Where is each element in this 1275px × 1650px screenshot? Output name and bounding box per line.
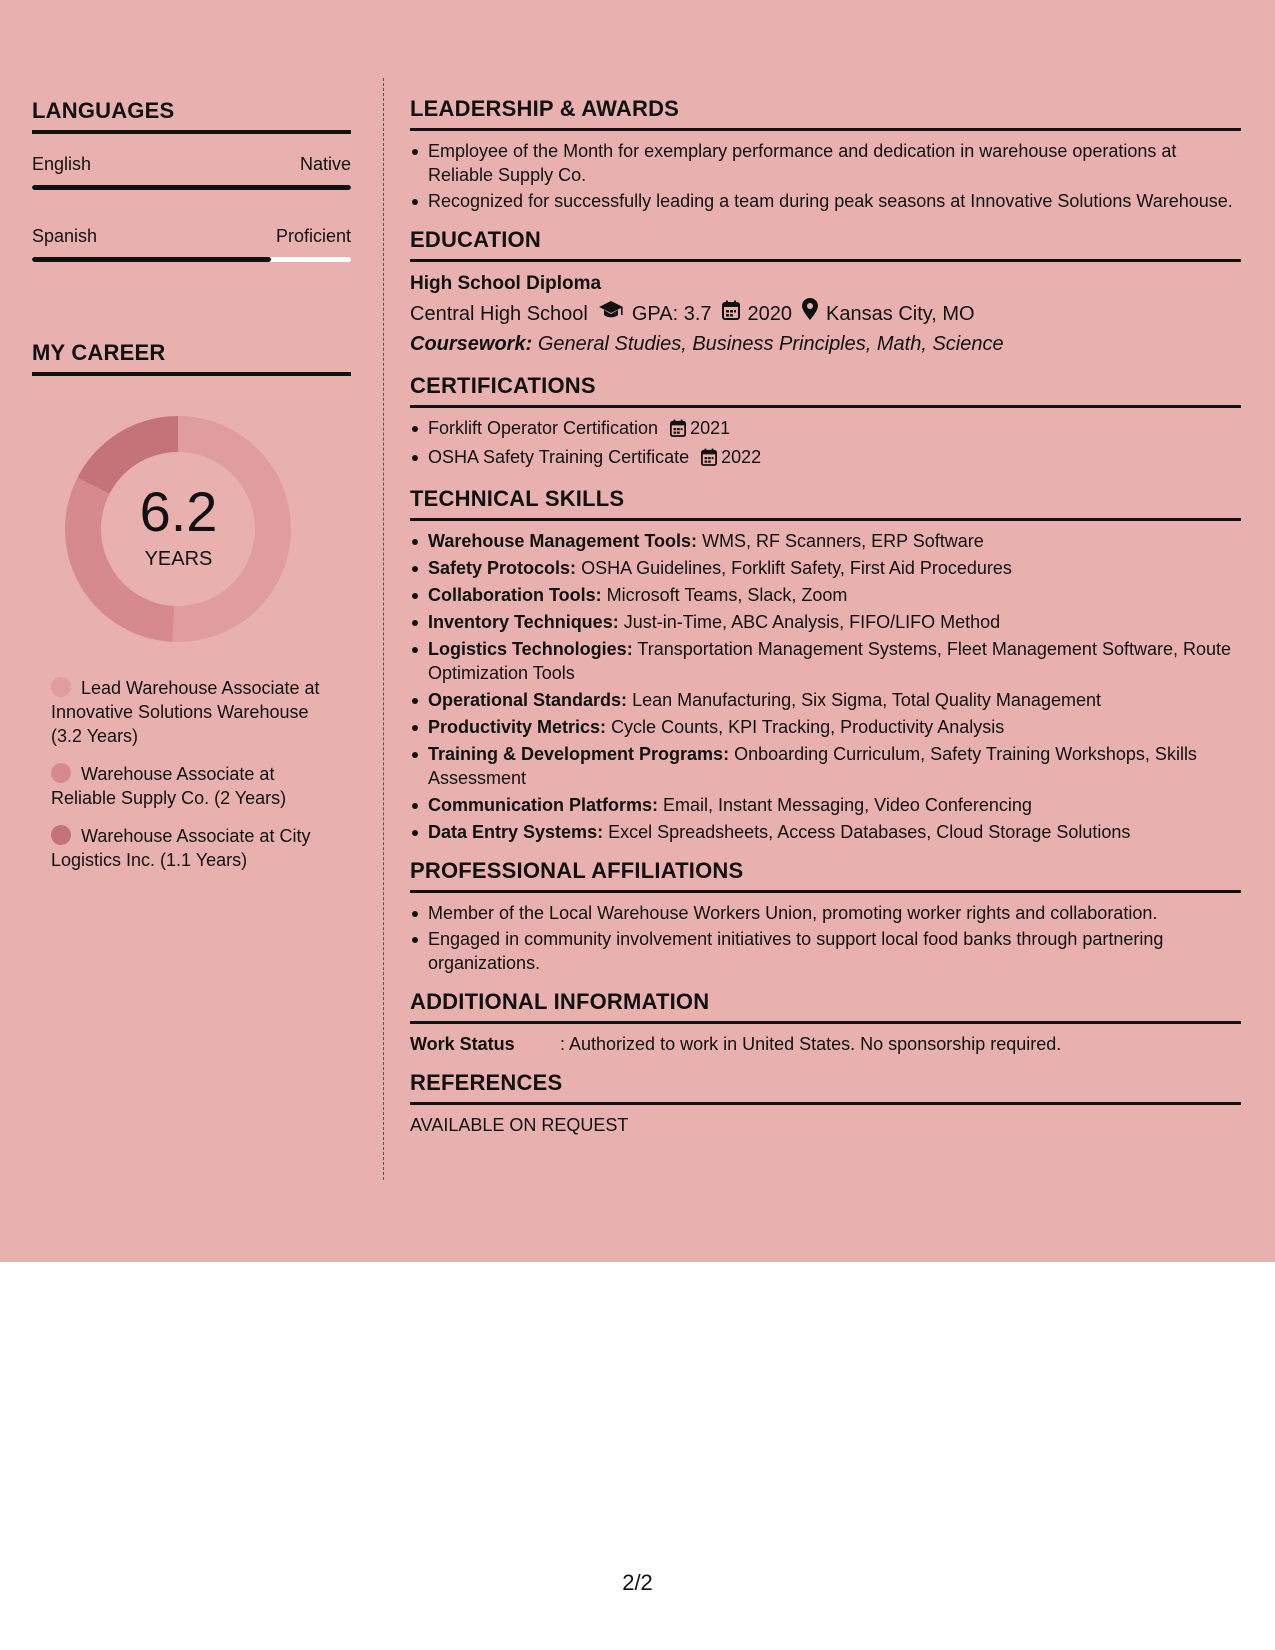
- column-divider: [383, 78, 384, 1180]
- list-item: [410, 556, 1241, 580]
- list-item: [410, 583, 1241, 607]
- work-status-label: Work Status: [410, 1034, 515, 1054]
- list-item: [410, 688, 1241, 712]
- language-spanish: [32, 226, 351, 262]
- legend-label: Lead Warehouse Associate at Innovative Solutions Warehouse (3.2 Years): [51, 678, 320, 746]
- skill-label: Communication Platforms:: [428, 795, 659, 815]
- education-location: Kansas City, MO: [826, 302, 975, 325]
- education-year: 2020: [747, 302, 793, 325]
- right-column: [410, 96, 1241, 1151]
- leadership-section: [410, 96, 1241, 213]
- coursework-value: General Studies, Business Principles, Math, Science: [537, 333, 1004, 355]
- skill-label: Inventory Techniques:: [428, 612, 619, 632]
- list-item: Recognized for successfully leading a team during peak seasons at Innovative Solutions Warehouse.: [410, 189, 1241, 213]
- work-status-value: : Authorized to work in United States. No sponsorship required.: [560, 1034, 1062, 1054]
- education-meta: [410, 298, 1241, 329]
- skill-value: WMS, RF Scanners, ERP Software: [702, 531, 984, 551]
- list-item: [410, 820, 1241, 844]
- career-total-years: 6.2: [139, 480, 218, 543]
- skill-value: Transportation Management Systems, Fleet Management Software, Route Optimization Tools: [428, 639, 1232, 683]
- additional-title: ADDITIONAL INFORMATION: [410, 989, 710, 1014]
- references-title: REFERENCES: [410, 1070, 563, 1095]
- skill-value: Onboarding Curriculum, Safety Training Workshops, Skills Assessment: [428, 744, 1197, 788]
- section-rule: [410, 1021, 1241, 1024]
- language-level-bar: [32, 185, 351, 190]
- section-rule: [32, 130, 351, 134]
- education-section: [410, 227, 1241, 359]
- legend-item: [51, 762, 341, 810]
- list-item: Employee of the Month for exemplary performance and dedication in warehouse operations at Reliable Supply Co.: [410, 139, 1241, 187]
- skills-title: TECHNICAL SKILLS: [410, 486, 625, 511]
- skill-value: OSHA Guidelines, Forklift Safety, First Aid Procedures: [581, 558, 1012, 578]
- list-item: [410, 445, 1241, 472]
- calendar-icon: [670, 419, 686, 443]
- certification-year: 2022: [721, 447, 762, 467]
- skill-label: Collaboration Tools:: [428, 585, 602, 605]
- calendar-icon: [722, 299, 740, 329]
- map-pin-icon: [802, 298, 818, 329]
- references-section: [410, 1070, 1241, 1137]
- skills-section: [410, 486, 1241, 844]
- skill-value: Lean Manufacturing, Six Sigma, Total Quality Management: [632, 690, 1101, 710]
- skill-value: Excel Spreadsheets, Access Databases, Cloud Storage Solutions: [608, 822, 1131, 842]
- list-item: [410, 742, 1241, 790]
- career-donut-chart: [32, 406, 351, 646]
- legend-dot: [51, 825, 71, 845]
- legend-dot: [51, 763, 71, 783]
- career-legend: [32, 676, 351, 872]
- additional-section: [410, 989, 1241, 1056]
- skill-label: Logistics Technologies:: [428, 639, 633, 659]
- education-title: EDUCATION: [410, 227, 541, 252]
- language-english: [32, 154, 351, 190]
- list-item: Engaged in community involvement initiatives to support local food banks through partnering organizations.: [410, 927, 1241, 975]
- skill-label: Warehouse Management Tools:: [428, 531, 698, 551]
- certification-name: OSHA Safety Training Certificate: [428, 447, 690, 467]
- certification-year: 2021: [690, 418, 731, 438]
- work-status-row: [410, 1032, 1241, 1056]
- list-item: [410, 610, 1241, 634]
- section-rule: [410, 890, 1241, 893]
- skill-value: Cycle Counts, KPI Tracking, Productivity Analysis: [611, 717, 1005, 737]
- career-years-unit: YEARS: [144, 548, 213, 570]
- certifications-title: CERTIFICATIONS: [410, 373, 596, 398]
- list-item: [410, 416, 1241, 443]
- language-level-bar: [32, 257, 351, 262]
- affiliations-section: [410, 858, 1241, 975]
- page-number: 2/2: [622, 1570, 653, 1595]
- education-coursework: [410, 329, 1241, 359]
- legend-item: [51, 824, 341, 872]
- language-name: Spanish: [32, 226, 98, 246]
- section-rule: [410, 405, 1241, 408]
- skill-label: Safety Protocols:: [428, 558, 577, 578]
- calendar-icon: [701, 448, 717, 472]
- skill-label: Data Entry Systems:: [428, 822, 604, 842]
- affiliations-title: PROFESSIONAL AFFILIATIONS: [410, 858, 744, 883]
- certifications-section: [410, 373, 1241, 472]
- list-item: [410, 715, 1241, 739]
- section-rule: [32, 372, 351, 376]
- language-level-fill: [32, 257, 271, 262]
- section-rule: [410, 1102, 1241, 1105]
- skill-value: Email, Instant Messaging, Video Conferencing: [663, 795, 1032, 815]
- language-level-fill: [32, 185, 351, 190]
- education-degree: High School Diploma: [410, 273, 602, 294]
- skill-label: Productivity Metrics:: [428, 717, 607, 737]
- education-school: Central High School: [410, 302, 588, 325]
- list-item: [410, 529, 1241, 553]
- references-text: AVAILABLE ON REQUEST: [410, 1115, 629, 1135]
- skill-value: Microsoft Teams, Slack, Zoom: [606, 585, 848, 605]
- coursework-label: Coursework:: [410, 333, 533, 355]
- language-name: English: [32, 154, 92, 174]
- language-level: Native: [299, 154, 351, 174]
- legend-item: [51, 676, 341, 748]
- section-rule: [410, 518, 1241, 521]
- leadership-title: LEADERSHIP & AWARDS: [410, 96, 680, 121]
- legend-label: Warehouse Associate at Reliable Supply Co. (2 Years): [51, 764, 287, 808]
- legend-label: Warehouse Associate at City Logistics Inc. (1.1 Years): [51, 826, 311, 870]
- list-item: [410, 637, 1241, 685]
- section-rule: [410, 128, 1241, 131]
- list-item: [410, 793, 1241, 817]
- language-level: Proficient: [275, 226, 351, 246]
- legend-dot: [51, 677, 71, 697]
- education-gpa: GPA: 3.7: [631, 302, 712, 325]
- career-title: MY CAREER: [32, 340, 166, 365]
- section-rule: [410, 259, 1241, 262]
- graduation-cap-icon: [598, 299, 624, 329]
- list-item: Member of the Local Warehouse Workers Union, promoting worker rights and collaboration.: [410, 901, 1241, 925]
- skill-value: Just-in-Time, ABC Analysis, FIFO/LIFO Method: [623, 612, 1001, 632]
- certification-name: Forklift Operator Certification: [428, 418, 659, 438]
- left-column: [32, 98, 351, 886]
- languages-title: LANGUAGES: [32, 98, 175, 123]
- skill-label: Training & Development Programs:: [428, 744, 730, 764]
- skill-label: Operational Standards:: [428, 690, 628, 710]
